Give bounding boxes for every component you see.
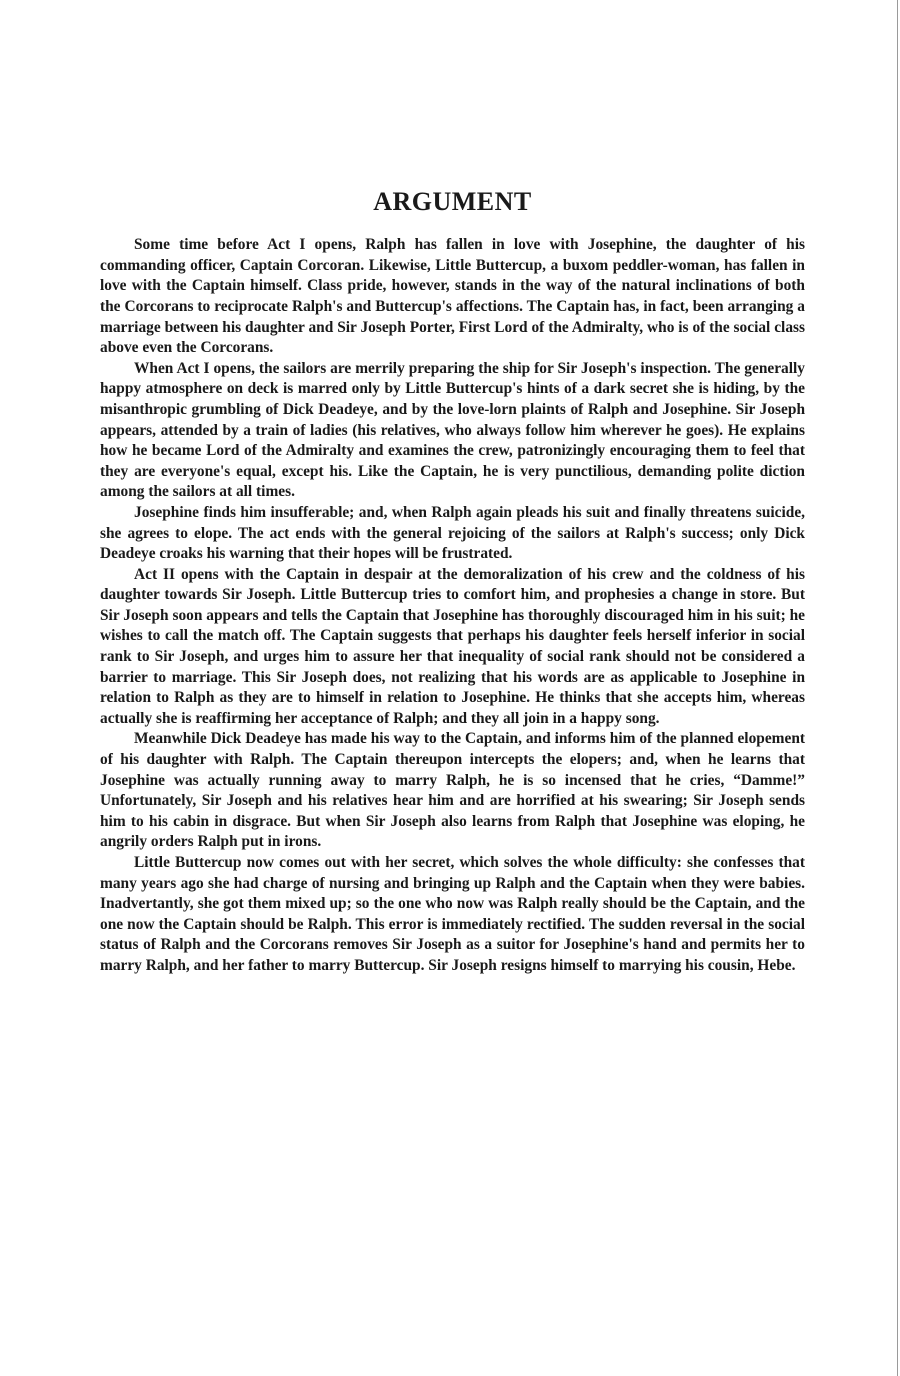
- document-page: [100, 186, 805, 977]
- paragraph-4: Act II opens with the Captain in despair at the demoralization of his crew and the coldness of his daughter towards Sir Joseph. Little Buttercup tries to comfort him, and prophesies a change in store. But Sir Joseph soon appears and tells the Captain that Josephine has thoroughly discouraged him in his suit; he wishes to call the match off. The Captain suggests that perhaps his daughter feels herself inferior in social rank to Sir Joseph, and urges him to assure her that inequality of social rank should not be considered a barrier to marriage. This Sir Joseph does, not realizing that his words are as applicable to Josephine in relation to Ralph as they are to himself in relation to Josephine. He thinks that she accepts him, whereas actually she is reaffirming her acceptance of Ralph; and they all join in a happy song.: [100, 565, 805, 727]
- page-title: ARGUMENT: [373, 187, 532, 216]
- paragraph-6: Little Buttercup now comes out with her secret, which solves the whole difficulty: she confesses that many years ago she had charge of nursing and bringing up Ralph and the Captain when they were babies. Inadvertantly, she got them mixed up; so the one who now was Ralph really should be the Captain, and the one now the Captain should be Ralph. This error is immediately rectified. The sudden reversal in the social status of Ralph and the Corcorans removes Sir Joseph as a suitor for Josephine's hand and permits her to marry Ralph, and her father to marry Buttercup. Sir Joseph resigns himself to marrying his cousin, Hebe.: [100, 854, 805, 974]
- page-edge-line: [897, 0, 898, 1376]
- paragraph-1: Some time before Act I opens, Ralph has fallen in love with Josephine, the daughter of his commanding officer, Captain Corcoran. Likewise, Little Buttercup, a buxom peddler-woman, has fallen in love with the Captain himself. Class pride, however, stands in the way of the natural inclinations of both the Corcorans to reciprocate Ralph's and Buttercup's affections. The Captain has, in fact, been arranging a marriage between his daughter and Sir Joseph Porter, First Lord of the Admiralty, who is of the social class above even the Corcorans.: [100, 236, 805, 357]
- paragraph-2: When Act I opens, the sailors are merrily preparing the ship for Sir Joseph's inspection. The generally happy atmosphere on deck is marred only by Little Buttercup's hints of a dark secret she is hiding, by the misanthropic grumbling of Dick Deadeye, and by the love-lorn plaints of Ralph and Josephine. Sir Joseph appears, attended by a train of ladies (his relatives, who always follow him wherever he goes). He explains how he became Lord of the Admiralty and examines the crew, patronizingly encouraging them to feel that they are everyone's equal, except his. Like the Captain, he is very punctilious, demanding polite diction among the sailors at all times.: [100, 359, 805, 501]
- paragraph-5: Meanwhile Dick Deadeye has made his way to the Captain, and informs him of the planned elopement of his daughter with Ralph. The Captain thereupon intercepts the elopers; and, when he learns that Josephine was actually running away to marry Ralph, he is so incensed that he cries, “Damme!” Unfortunately, Sir Joseph and his relatives hear him and are horrified at his swearing; Sir Joseph sends him to his cabin in disgrace. But when Sir Joseph also learns from Ralph that Josephine was eloping, he angrily orders Ralph put in irons.: [100, 730, 805, 851]
- paragraph-3: Josephine finds him insufferable; and, when Ralph again pleads his suit and finally threatens suicide, she agrees to elope. The act ends with the general rejoicing of the sailors at Ralph's success; only Dick Deadeye croaks his warning that their hopes will be frustrated.: [100, 503, 805, 563]
